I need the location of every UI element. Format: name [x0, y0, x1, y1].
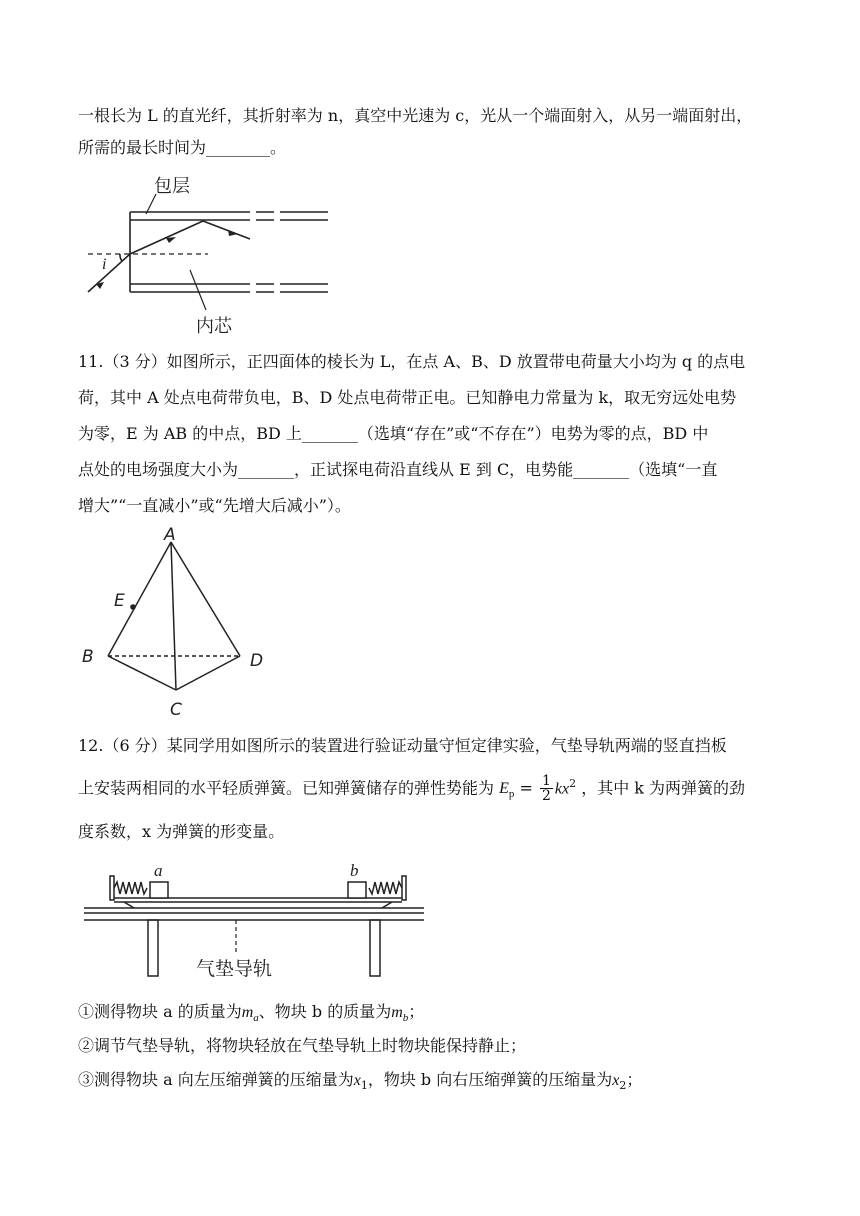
formula-fraction: $\frac{1}{2}$ [541, 773, 551, 805]
point-c-label: C [170, 700, 182, 720]
point-d-label: D [250, 651, 264, 671]
q12-line-2-post: ，其中 k 为两弹簧的劲 [581, 778, 746, 798]
step-2: ②调节气垫导轨，将物块轻放在气垫导轨上时物块能保持静止； [78, 1036, 527, 1055]
q10-line-2: 所需的最长时间为________。 [78, 138, 287, 157]
formula-kx: kx [554, 780, 570, 798]
formula-ep: $E_p$ [499, 780, 515, 801]
point-b-label: B [82, 647, 94, 667]
angle-label: i [102, 256, 107, 273]
air-track-label: 气垫导轨 [196, 958, 273, 980]
block-b-label: b [350, 861, 359, 880]
q11-line-4: 点处的电场强度大小为_______，正试探电荷沿直线从 E 到 C，电势能_______（选填“一直 [78, 460, 718, 479]
q10-line-1: 一根长为 L 的直光纤，其折射率为 n，真空中光速为 c，光从一个端面射入，从另一端面射出， [78, 106, 753, 125]
air-track-figure [84, 858, 424, 988]
q11-line-5: 增大”“一直减小”或“先增大后减小”）。 [78, 496, 351, 515]
q11-line-3: 为零，E 为 AB 的中点，BD 上_______（选填“存在”或“不存在”）电势为零的点，BD 中 [78, 424, 709, 443]
q12-line-2: 上安装两相同的水平轻质弹簧。已知弹簧储存的弹性势能为 $E_p$ = $\frac{1}{2}$ $kx^2$ ，其中 k 为两弹簧的劲 [78, 773, 746, 805]
point-a-label: A [164, 526, 176, 545]
core-label: 内芯 [196, 316, 232, 337]
block-a-label: a [154, 861, 163, 880]
tetrahedron-figure [78, 526, 278, 722]
cladding-label: 包层 [154, 176, 190, 197]
q12-line-3: 度系数，x 为弹簧的形变量。 [78, 822, 285, 841]
q11-line-1: 11.（3 分）如图所示，正四面体的棱长为 L，在点 A、B、D 放置带电荷量大小均为 q 的点电 [78, 352, 746, 371]
step-3: ③测得物块 a 向左压缩弹簧的压缩量为$x_1$，物块 b 向右压缩弹簧的压缩量为$x_2$； [78, 1070, 643, 1093]
step-1: ①测得物块 a 的质量为$m_a$、物块 b 的质量为$m_b$； [78, 1002, 425, 1025]
q12-line-1: 12.（6 分）某同学用如图所示的装置进行验证动量守恒定律实验，气垫导轨两端的竖直挡板 [78, 736, 727, 755]
point-e-label: E [114, 591, 125, 611]
optical-fiber-figure [78, 172, 338, 337]
q11-line-2: 荷，其中 A 处点电荷带负电，B、D 处点电荷带正电。已知静电力常量为 k，取无穷远处电势 [78, 388, 737, 407]
q12-line-2-pre: 上安装两相同的水平轻质弹簧。已知弹簧储存的弹性势能为 [78, 778, 495, 798]
